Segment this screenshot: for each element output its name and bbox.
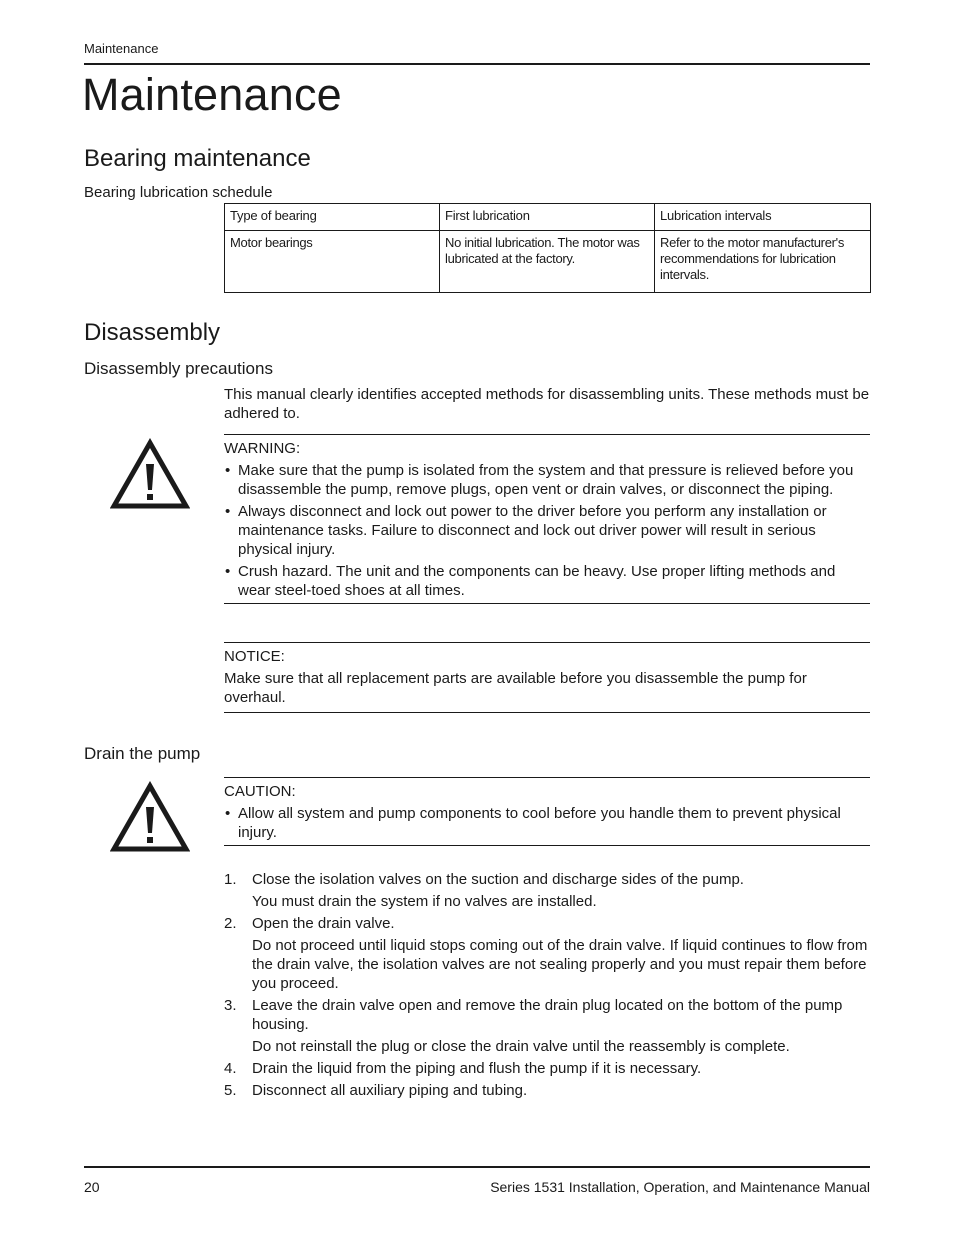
table-header-row [225, 204, 871, 231]
step-number: 4. [224, 1060, 237, 1077]
list-item: • Allow all system and pump components to cool before you handle them to prevent physical injury. [224, 804, 870, 842]
notice-box [224, 642, 870, 713]
footer-manual-title: Series 1531 Installation, Operation, and Maintenance Manual [490, 1179, 870, 1195]
caution-box [224, 777, 870, 846]
caution-label: CAUTION: [224, 783, 296, 800]
precautions-intro: This manual clearly identifies accepted methods for disassembling units. These methods must be adhered to. [224, 386, 870, 422]
warning-label: WARNING: [224, 440, 301, 457]
list-item: • Make sure that the pump is isolated from the system and that pressure is relieved before you disassemble the pump, remove plugs, open vent or drain valves, or disconnect the piping. [224, 461, 870, 499]
heading-disassembly: Disassembly [84, 319, 221, 346]
document-page [84, 0, 870, 1235]
footer-rule [84, 1166, 870, 1168]
caution-triangle-icon [110, 781, 190, 853]
step-text: Leave the drain valve open and remove the drain plug located on the bottom of the pump housing. [252, 997, 843, 1033]
list-item: • Crush hazard. The unit and the components can be heavy. Use proper lifting methods and wear steel-toed shoes at all times. [224, 562, 870, 600]
heading-bearing-maintenance: Bearing maintenance [84, 145, 311, 172]
column-header: First lubrication [440, 204, 655, 231]
step-item [224, 1059, 870, 1078]
step-item [224, 914, 870, 993]
step-text: Close the isolation valves on the suction and discharge sides of the pump. [252, 871, 744, 888]
caution-list [224, 804, 870, 842]
table-cell: Refer to the motor manufacturer's recommendations for lubrication intervals. [655, 231, 871, 293]
step-text: Disconnect all auxiliary piping and tubing. [252, 1082, 528, 1099]
running-header: Maintenance [84, 41, 159, 56]
step-item [224, 996, 870, 1056]
step-number: 5. [224, 1082, 237, 1099]
heading-disassembly-precautions: Disassembly precautions [84, 359, 273, 378]
step-number: 2. [224, 915, 237, 932]
table-caption: Bearing lubrication schedule [84, 184, 273, 201]
step-number: 3. [224, 997, 237, 1014]
page-title: Maintenance [82, 69, 342, 120]
bearing-lubrication-table [224, 203, 871, 293]
step-subtext: Do not reinstall the plug or close the drain valve until the reassembly is complete. [252, 1038, 790, 1055]
list-item: • Always disconnect and lock out power to the driver before you perform any installation or maintenance tasks. Failure to disconnect and lock out driver power will result in serious physical injury. [224, 502, 870, 559]
step-subtext: Do not proceed until liquid stops coming out of the drain valve. If liquid continues to flow from the drain valve, the isolation valves are not sealing properly and you must repair them before you proceed. [252, 937, 868, 992]
step-item [224, 1081, 870, 1100]
step-text: Open the drain valve. [252, 915, 395, 932]
step-subtext: You must drain the system if no valves are installed. [252, 893, 597, 910]
drain-steps-list [224, 870, 870, 1103]
notice-label: NOTICE: [224, 648, 285, 665]
table-cell: No initial lubrication. The motor was lubricated at the factory. [440, 231, 655, 293]
step-text: Drain the liquid from the piping and flush the pump if it is necessary. [252, 1060, 702, 1077]
page-number: 20 [84, 1179, 100, 1195]
column-header: Type of bearing [225, 204, 440, 231]
warning-box [224, 434, 870, 604]
table-row [225, 231, 871, 293]
warning-list [224, 461, 870, 600]
table-cell: Motor bearings [225, 231, 440, 293]
column-header: Lubrication intervals [655, 204, 871, 231]
heading-drain-the-pump: Drain the pump [84, 744, 201, 763]
header-rule [84, 63, 870, 65]
notice-text: Make sure that all replacement parts are available before you disassemble the pump for overhaul. [224, 670, 807, 706]
warning-triangle-icon [110, 438, 190, 510]
step-number: 1. [224, 871, 237, 888]
step-item [224, 870, 870, 911]
